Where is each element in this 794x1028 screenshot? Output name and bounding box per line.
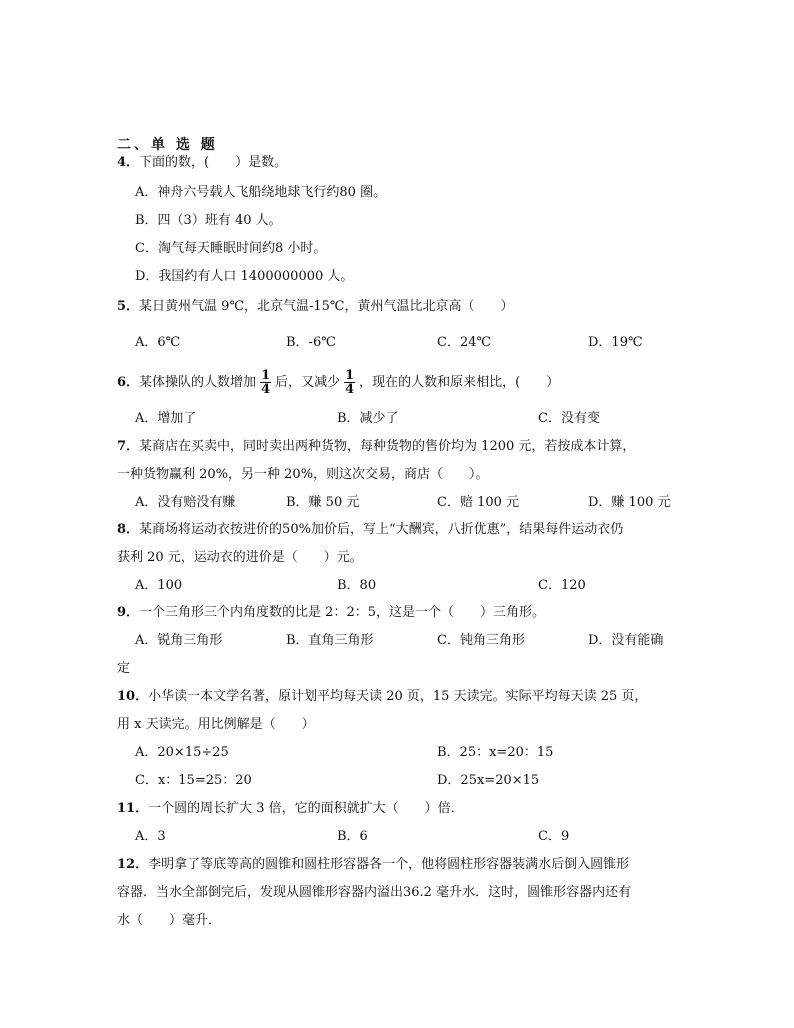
fraction-numerator: 1 — [261, 368, 271, 383]
question-number: 9． — [117, 605, 140, 620]
question-7-line2: 一种货物赢利 20%，另一种 20%，则这次交易，商店（ ）。 — [117, 467, 489, 482]
question-number: 5． — [117, 299, 140, 314]
question-stem-line1: 李明拿了等底等高的圆锥和圆柱形容器各一个，他将圆柱形容器装满水后倒入圆锥形 — [148, 857, 630, 872]
question-number: 4． — [117, 155, 140, 170]
question-number: 10． — [117, 689, 149, 704]
question-8 — [117, 521, 623, 539]
q8-option-b: B．80 — [337, 578, 377, 593]
q10-option-b: B．25：x=20：15 — [437, 745, 554, 760]
fraction-one-quarter — [260, 369, 271, 396]
q4-option-c: C．淘气每天睡眠时间约8 小时。 — [135, 241, 327, 256]
q7-option-a: A．没有赔没有赚 — [135, 495, 236, 510]
q4-option-a: A．神舟六号载人飞船绕地球飞行约80 圈。 — [135, 185, 387, 200]
q9-option-c: C．钝角三角形 — [437, 633, 525, 648]
q10-option-d: D．25x=20×15 — [437, 773, 540, 788]
q9-option-b: B．直角三角形 — [286, 633, 374, 648]
question-number: 7． — [117, 439, 140, 454]
question-stem: 一个圆的周长扩大 3 倍，它的面积就扩大（ ）倍． — [148, 801, 464, 816]
fraction-denominator: 4 — [261, 382, 271, 397]
q7-option-b: B．赚 50 元 — [286, 495, 360, 510]
q10-option-c: C．x：15=25：20 — [135, 773, 252, 788]
q9-option-a: A．锐角三角形 — [135, 633, 223, 648]
section-title: 二、单 选 题 — [117, 137, 218, 153]
question-9 — [117, 604, 545, 622]
question-stem-line1: 某商店在买卖中，同时卖出两种货物，每种货物的售价均为 1200 元，若按成本计算， — [139, 439, 636, 454]
question-4 — [117, 154, 287, 172]
question-stem: 某日黄州气温 9℃，北京气温-15℃，黄州气温比北京高（ ） — [139, 299, 514, 314]
question-11 — [117, 800, 464, 818]
question-10-line2: 用 x 天读完。用比例解是（ ） — [117, 717, 315, 732]
question-7 — [117, 438, 635, 456]
question-stem: 一个三角形三个内角度数的比是 2：2：5，这是一个（ ）三角形。 — [139, 605, 545, 620]
q11-option-c: C．9 — [538, 829, 570, 844]
question-stem-part3: ，现在的人数和原来相比，( ） — [359, 375, 560, 390]
question-5 — [117, 298, 513, 316]
fraction-numerator: 1 — [345, 368, 355, 383]
fraction-denominator: 4 — [345, 382, 355, 397]
q7-option-c: C．赔 100 元 — [437, 495, 520, 510]
q6-option-b: B．减少了 — [337, 411, 399, 426]
q8-option-c: C．120 — [538, 578, 586, 593]
question-stem-part1: 某体操队的人数增加 — [139, 375, 257, 390]
question-stem-part2: 后，又减少 — [275, 375, 341, 390]
question-12-line2: 容器．当水全部倒完后，发现从圆锥形容器内溢出36.2 毫升水．这时，圆锥形容器内还有 — [117, 885, 632, 900]
q4-option-b: B．四（3）班有 40 人。 — [135, 213, 282, 228]
question-stem-line1: 某商场将运动衣按进价的50%加价后，写上“大酬宾，八折优惠”，结果每件运动衣仍 — [139, 522, 624, 537]
q10-option-a: A．20×15÷25 — [135, 745, 229, 760]
question-stem-line1: 小华读一本文学名著，原计划平均每天读 20 页，15 天读完。实际平均每天读 25 页， — [148, 689, 648, 704]
q11-option-b: B．6 — [337, 829, 368, 844]
q5-option-a: A．6℃ — [135, 335, 181, 350]
q4-option-d: D．我国约有人口 1400000000 人。 — [135, 269, 354, 284]
question-12-line3: 水（ ）毫升． — [117, 913, 222, 928]
q6-option-c: C．没有变 — [538, 411, 600, 426]
question-stem: 下面的数，( ）是数。 — [139, 155, 288, 170]
question-number: 6． — [117, 375, 140, 390]
question-number: 12． — [117, 857, 149, 872]
q9-option-d: D．没有能确 — [588, 633, 664, 648]
q11-option-a: A．3 — [135, 829, 166, 844]
question-12 — [117, 856, 629, 874]
question-number: 11． — [117, 801, 149, 816]
fraction-one-quarter — [344, 369, 355, 396]
question-number: 8． — [117, 522, 140, 537]
q6-option-a: A．增加了 — [135, 411, 197, 426]
q9-option-d-continued: 定 — [117, 661, 131, 676]
question-8-line2: 获利 20 元，运动衣的进价是（ ）元。 — [117, 550, 363, 565]
q8-option-a: A．100 — [135, 578, 183, 593]
q7-option-d: D．赚 100 元 — [588, 495, 671, 510]
q5-option-d: D．19℃ — [588, 335, 643, 350]
question-10 — [117, 688, 647, 706]
q5-option-b: B．-6℃ — [286, 335, 336, 350]
question-6 — [117, 366, 559, 400]
q5-option-c: C．24℃ — [437, 335, 492, 350]
